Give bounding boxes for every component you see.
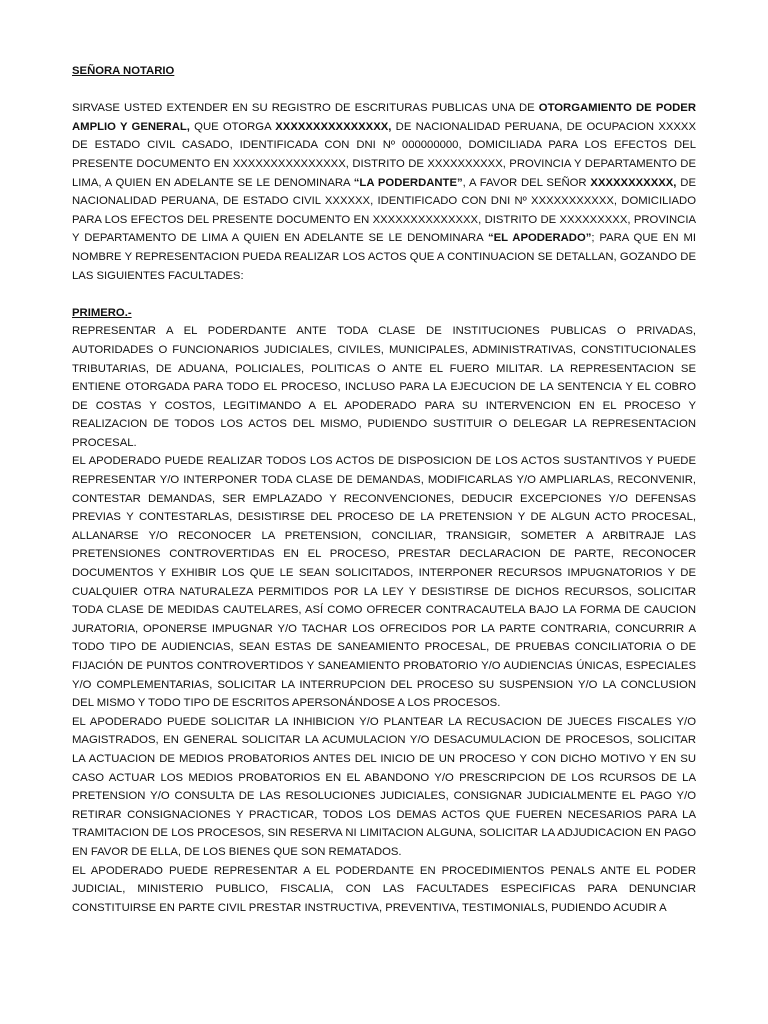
spacer: [72, 285, 696, 304]
body-paragraph-3: EL APODERADO PUEDE SOLICITAR LA INHIBICION Y/O PLANTEAR LA RECUSACION DE JUECES FISCALES Y/O MAGISTRADOS, EN GENERAL SOLICITAR LA ACUMULACION Y/O DESACUMULACION DE PROCESOS, SOLICITAR LA ACTUACION DE MEDIOS PROBATORIOS ANTES DEL INICIO DE UN PROCESO Y CON DICHO MOTIVO Y EN SU CASO ACTUAR LOS MEDIOS PROBATORIOS EN EL ABANDONO Y/O PRESCRIPCION DE LOS RCURSOS DE LA PRETENSION Y/O CONSULTA DE LAS RESOLUCIONES JUDICIALES, CONSIGNAR JUDICIALMENTE EL PAGO Y/O RETIRAR CONSIGNACIONES Y PRACTICAR, TODOS LOS DEMAS ACTOS QUE FUEREN NECESARIOS PARA LA TRAMITACION DE LOS PROCESOS, SIN RESERVA NI LIMITACION ALGUNA, SOLICITAR LA ADJUDICACION EN PAGO EN FAVOR DE ELLA, DE LOS BIENES QUE SON REMATADOS.: [72, 715, 696, 858]
intro-text-1: SIRVASE USTED EXTENDER EN SU REGISTRO DE ESCRITURAS PUBLICAS UNA DE: [72, 102, 539, 115]
intro-bold-apoderado: “EL APODERADO”: [487, 232, 592, 245]
intro-bold-poderdante: “LA PODERDANTE”: [353, 176, 463, 189]
intro-bold-grantee: XXXXXXXXXXX,: [590, 176, 677, 189]
intro-text-5: DE NACIONALIDAD PERUANA, DE ESTADO CIVIL XXXXXX, IDENTIFICADO CON DNI Nº XXXXXXXXXXX, DOMICILIADO PARA LOS EFECTOS DEL PRESENTE DOCUMENTO EN XXXXXXXXXXXXXX, DISTRITO DE XXXXXXXXX, PROVINCIA Y DEPARTAMENTO DE LIMA A QUIEN EN ADELANTE SE LE DENOMINARA: [72, 176, 696, 245]
document-page: [72, 62, 696, 917]
section-title: PRIMERO.-: [72, 306, 132, 319]
intro-text-4: , A FAVOR DEL SEÑOR: [462, 176, 591, 189]
intro-text-2: QUE OTORGA: [189, 120, 276, 133]
intro-bold-power-type: OTORGAMIENTO DE PODER AMPLIO Y GENERAL,: [72, 102, 696, 133]
body-paragraph-2: EL APODERADO PUEDE REALIZAR TODOS LOS ACTOS DE DISPOSICION DE LOS ACTOS SUSTANTIVOS Y PUEDE REPRESENTAR Y/O INTERPONER TODA CLASE DE DEMANDAS, MODIFICARLAS Y/O AMPLIARLAS, RECONVENIR, CONTESTAR DEMANDAS, SER EMPLAZADO Y RECONVENCIONES, DEDUCIR EXCEPCIONES Y/O DEFENSAS PREVIAS Y CONTESTARLAS, DESISTIRSE DEL PROCESO DE LA PRETENSION Y DE ALGUN ACTO PROCESAL, ALLANARSE Y/O RECONOCER LA PRETENSION, CONCILIAR, TRANSIGIR, SOMETER A ARBITRAJE LAS PRETENSIONES CONTROVERTIDAS EN EL PROCESO, PRESTAR DECLARACION DE PARTE, RECONOCER DOCUMENTOS Y EXHIBIR LOS QUE LE SEAN SOLICITADOS, INTERPONER RECURSOS IMPUGNATORIOS Y DE CUALQUIER OTRA NATURALEZA PERMITIDOS POR LA LEY Y DESISTIRSE DE DICHOS RECURSOS, SOLICITAR TODA CLASE DE MEDIDAS CAUTELARES, ASÍ COMO OFRECER CONTRACAUTELA BAJO LA FORMA DE CAUCION JURATORIA, OPONERSE IMPUGNAR Y/O TACHAR LOS OFRECIDOS POR LA PARTE CONTRARIA, CONCURRIR A TODO TIPO DE AUDIENCIAS, SEAN ESTAS DE SANEAMIENTO PROCESAL, DE PRUEBAS CONCILIATORIA O DE FIJACIÓN DE PUNTOS CONTROVERTIDOS Y SANEAMIENTO PROBATORIO Y/O AUDIENCIAS ÚNICAS, ESPECIALES Y/O COMPLEMENTARIAS, SOLICITAR LA INTERRUPCION DEL PROCESO SU SUSPENSION Y/O LA CONCLUSION DEL MISMO Y TODO TIPO DE ESCRITOS APERSONÁNDOSE A LOS PROCESOS.: [72, 455, 696, 710]
body-paragraph-4: EL APODERADO PUEDE REPRESENTAR A EL PODERDANTE EN PROCEDIMIENTOS PENALS ANTE EL PODER JUDICIAL, MINISTERIO PUBLICO, FISCALIA, CON LAS FACULTADES ESPECIFICAS PARA DENUNCIAR CONSTITUIRSE EN PARTE CIVIL PRESTAR INSTRUCTIVA, PREVENTIVA, TESTIMONIALS, PUDIENDO ACUDIR A: [72, 864, 696, 914]
body-paragraph-1: REPRESENTAR A EL PODERDANTE ANTE TODA CLASE DE INSTITUCIONES PUBLICAS O PRIVADAS, AUTORIDADES O FUNCIONARIOS JUDICIALES, CIVILES, MUNICIPALES, ADMINISTRATIVAS, CONSTITUCIONALES TRIBUTARIAS, DE ADUANA, POLICIALES, POLITICAS O ANTE EL FUERO MILITAR. LA REPRESENTACION SE ENTIENE OTORGADA PARA TODO EL PROCESO, INCLUSO PARA LA EJECUCION DE LA SENTENCIA Y EL COBRO DE COSTAS Y COSTOS, LEGITIMANDO A EL APODERADO PARA SU INTERVENCION EN EL PROCESO Y REALIZACION DE TODOS LOS ACTOS DEL MISMO, PUDIENDO SUSTITUIR O DELEGAR LA REPRESENTACION PROCESAL.: [72, 325, 696, 449]
intro-bold-grantor: XXXXXXXXXXXXXXX,: [275, 120, 392, 133]
intro-text-6: ; PARA QUE EN MI NOMBRE Y REPRESENTACION PUEDA REALIZAR LOS ACTOS QUE A CONTINUACION SE DETALLAN, GOZANDO DE LAS SIGUIENTES FACULTADES:: [72, 232, 697, 282]
intro-text-3: DE NACIONALIDAD PERUANA, DE OCUPACION XXXXX DE ESTADO CIVIL CASADO, IDENTIFICADA CON DNI Nº 000000000, DOMICILIADA PARA LOS EFECTOS DEL PRESENTE DOCUMENTO EN XXXXXXXXXXXXXXX, DISTRITO DE XXXXXXXXXX, PROVINCIA Y DEPARTAMENTO DE LIMA, A QUIEN EN ADELANTE SE LE DENOMINARA: [72, 120, 696, 189]
addressee-heading: SEÑORA NOTARIO: [72, 65, 175, 77]
spacer: [72, 81, 696, 100]
intro-paragraph: [72, 99, 696, 285]
